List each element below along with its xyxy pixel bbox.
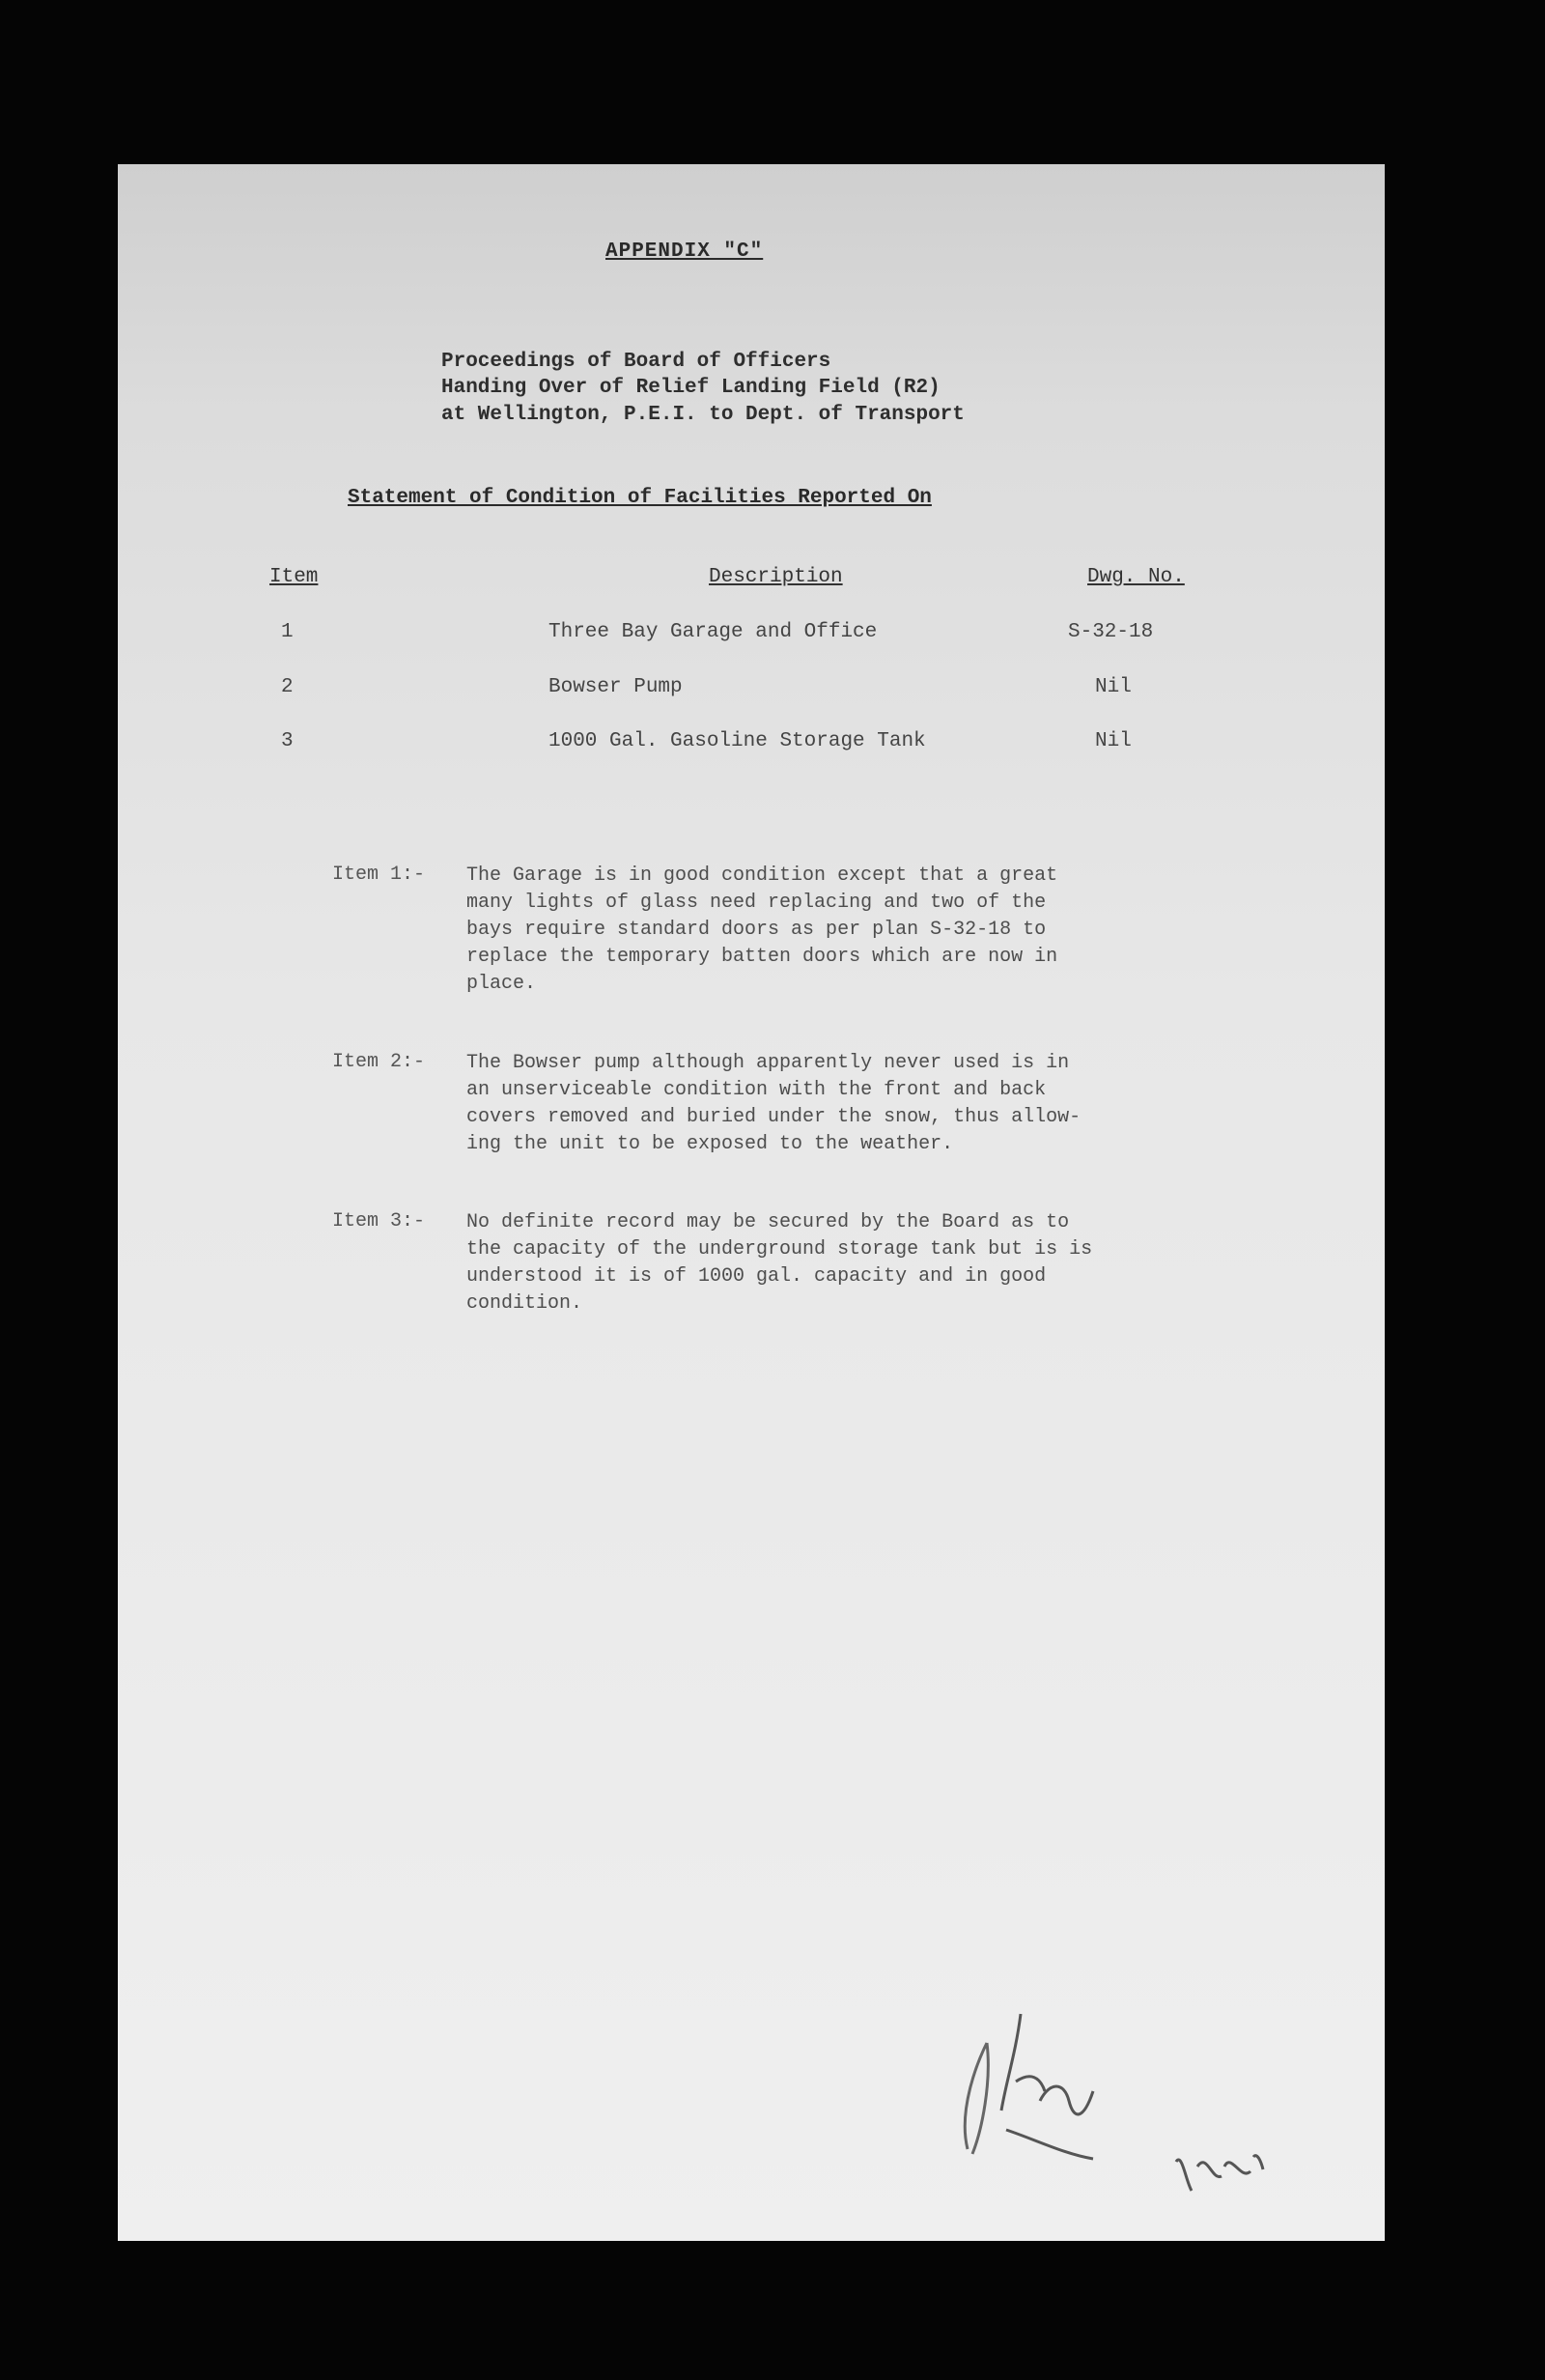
column-header-item: Item bbox=[269, 566, 319, 588]
proceedings-line-1: Proceedings of Board of Officers bbox=[441, 351, 831, 373]
note-1-text: The Garage is in good condition except that a great many lights of glass need replacing and two of the bays require standard doors as per plan S-32-18 to replace the temporary batten doors which are now in place. bbox=[466, 864, 1058, 995]
row-1-description: Three Bay Garage and Office bbox=[548, 621, 878, 643]
handwritten-signature bbox=[948, 1995, 1199, 2168]
row-2-item: 2 bbox=[281, 676, 294, 698]
column-header-description: Description bbox=[709, 566, 843, 588]
note-2-label: Item 2:- bbox=[332, 1051, 426, 1073]
statement-title: Statement of Condition of Facilities Reported On bbox=[348, 487, 932, 509]
note-2-text: The Bowser pump although apparently never used is in an unserviceable condition with the front and back covers removed and buried under the snow, thus allow- ing the unit to be exposed to the weather. bbox=[466, 1052, 1082, 1155]
row-1-dwg: S-32-18 bbox=[1068, 621, 1154, 643]
proceedings-line-3: at Wellington, P.E.I. to Dept. of Transport bbox=[441, 404, 965, 426]
row-3-dwg: Nil bbox=[1095, 730, 1132, 752]
row-2-dwg: Nil bbox=[1095, 676, 1132, 698]
row-1-item: 1 bbox=[281, 621, 294, 643]
proceedings-line-2: Handing Over of Relief Landing Field (R2) bbox=[441, 377, 941, 399]
note-3-text: No definite record may be secured by the Board as to the capacity of the underground storage tank but is is understood it is of 1000 gal. capacity and in good condition. bbox=[466, 1211, 1093, 1315]
note-3-label: Item 3:- bbox=[332, 1210, 426, 1232]
row-3-description: 1000 Gal. Gasoline Storage Tank bbox=[548, 730, 926, 752]
row-3-item: 3 bbox=[281, 730, 294, 752]
handwritten-check-mark-icon bbox=[1168, 2123, 1284, 2200]
document-page bbox=[118, 164, 1385, 2241]
column-header-dwg: Dwg. No. bbox=[1087, 566, 1185, 588]
note-1-label: Item 1:- bbox=[332, 864, 426, 886]
row-2-description: Bowser Pump bbox=[548, 676, 683, 698]
appendix-title: APPENDIX "C" bbox=[605, 241, 764, 263]
